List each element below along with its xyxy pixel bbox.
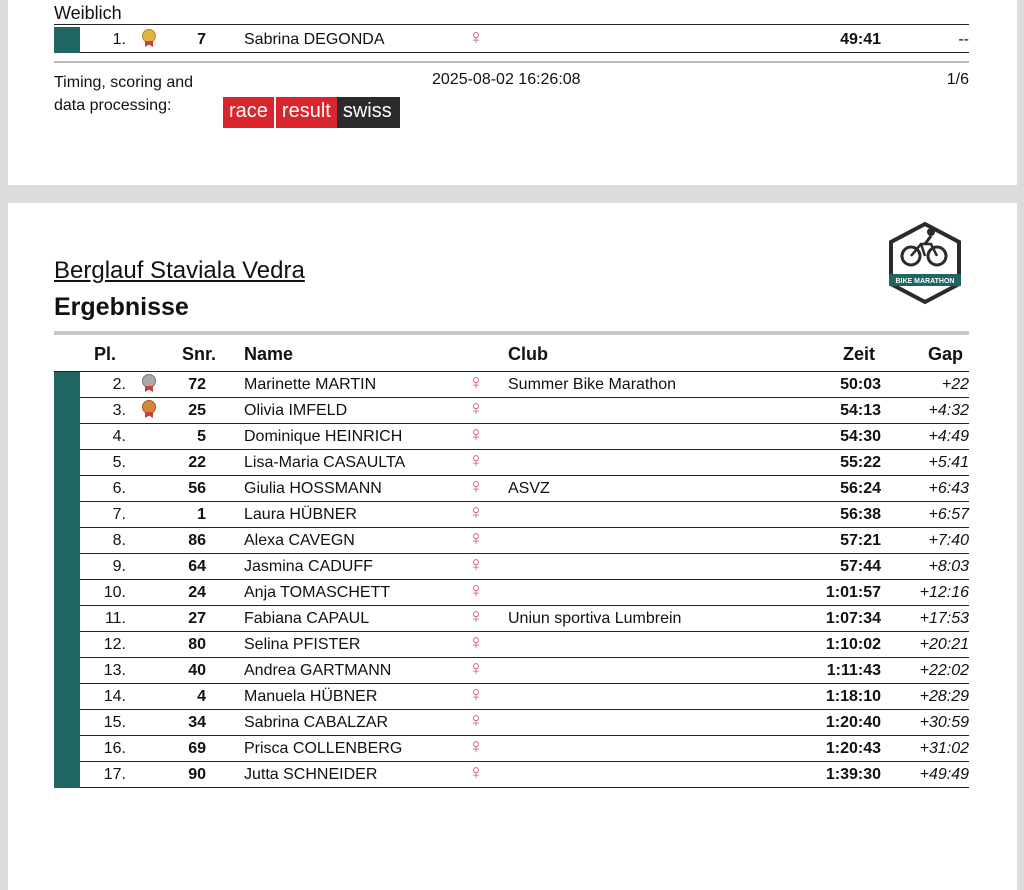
bib-number-cell: 22 xyxy=(188,454,206,471)
gap-cell: +5:41 xyxy=(928,454,969,471)
timing-label-line-2: data processing: xyxy=(54,97,172,114)
row-marker xyxy=(54,710,80,736)
section-label: Weiblich xyxy=(54,3,122,23)
name-cell: Dominique HEINRICH xyxy=(244,428,403,445)
name-cell: Sabrina CABALZAR xyxy=(244,714,389,731)
time-cell: 57:21 xyxy=(840,532,881,549)
column-header-club: Club xyxy=(508,344,548,364)
bib-number-cell: 25 xyxy=(188,402,206,419)
row-marker xyxy=(54,27,80,53)
gap-cell: +6:43 xyxy=(928,480,969,497)
table-row xyxy=(54,528,969,554)
time-cell: 49:41 xyxy=(840,31,881,48)
column-header-place: Pl. xyxy=(94,344,117,364)
table-row xyxy=(54,762,969,788)
name-cell: Laura HÜBNER xyxy=(244,506,357,523)
time-cell: 1:39:30 xyxy=(825,766,881,783)
time-cell: 1:10:02 xyxy=(825,636,881,653)
bike-marathon-logo xyxy=(885,218,965,308)
bib-number-cell: 72 xyxy=(188,376,206,393)
time-cell: 1:20:43 xyxy=(825,740,881,757)
place-cell: 6. xyxy=(112,480,126,497)
gap-cell: +22 xyxy=(941,376,969,393)
table-row xyxy=(54,372,969,398)
table-row xyxy=(54,476,969,502)
row-marker xyxy=(54,684,80,710)
timing-label xyxy=(54,71,193,117)
gap-cell: +31:02 xyxy=(919,740,969,757)
name-cell: Giulia HOSSMANN xyxy=(244,480,382,497)
female-icon: ♀ xyxy=(468,397,484,420)
bib-number-cell: 69 xyxy=(188,740,206,757)
table-row xyxy=(54,27,969,53)
time-cell: 1:01:57 xyxy=(825,584,881,601)
gap-cell: +4:49 xyxy=(928,428,969,445)
female-icon: ♀ xyxy=(468,579,484,602)
name-cell: Olivia IMFELD xyxy=(244,402,348,419)
bib-number-cell: 24 xyxy=(188,584,206,601)
gap-cell: +8:03 xyxy=(928,558,969,575)
place-cell: 17. xyxy=(103,766,126,783)
divider xyxy=(54,24,969,25)
name-cell: Sabrina DEGONDA xyxy=(244,31,385,48)
gap-cell: +28:29 xyxy=(919,688,969,705)
place-cell: 8. xyxy=(112,532,126,549)
bib-number-cell: 90 xyxy=(188,766,206,783)
time-cell: 54:13 xyxy=(840,402,881,419)
female-icon: ♀ xyxy=(468,527,484,550)
time-cell: 56:24 xyxy=(840,480,881,497)
place-cell: 5. xyxy=(112,454,126,471)
row-marker xyxy=(54,606,80,632)
results-page-2 xyxy=(8,203,1017,890)
row-marker xyxy=(54,450,80,476)
table-row xyxy=(54,684,969,710)
bib-number-cell: 5 xyxy=(197,428,206,445)
table-row xyxy=(54,424,969,450)
place-cell: 10. xyxy=(103,584,126,601)
timestamp: 2025-08-02 16:26:08 xyxy=(432,71,581,88)
column-header-gap: Gap xyxy=(928,344,964,364)
timing-label-line-1: Timing, scoring and xyxy=(54,74,194,91)
time-cell: 1:07:34 xyxy=(825,610,881,627)
gold-medal-icon xyxy=(142,29,156,48)
table-row xyxy=(54,606,969,632)
club-cell: ASVZ xyxy=(508,480,550,497)
time-cell: 57:44 xyxy=(840,558,881,575)
logo-part-swiss: swiss xyxy=(337,97,400,128)
place-cell: 13. xyxy=(103,662,126,679)
column-header-name: Name xyxy=(244,344,294,364)
female-icon: ♀ xyxy=(468,709,484,732)
place-cell: 12. xyxy=(103,636,126,653)
logo-part-result: result xyxy=(274,97,337,128)
name-cell: Prisca COLLENBERG xyxy=(244,740,403,757)
silver-medal-icon xyxy=(142,374,156,393)
gap-cell: +20:21 xyxy=(919,636,969,653)
gap-cell: +30:59 xyxy=(919,714,969,731)
name-cell: Selina PFISTER xyxy=(244,636,361,653)
place-cell: 2. xyxy=(112,376,126,393)
place-cell: 15. xyxy=(103,714,126,731)
table-row xyxy=(54,554,969,580)
results-table-page-2 xyxy=(54,372,969,788)
name-cell: Anja TOMASCHETT xyxy=(244,584,391,601)
bib-number-cell: 64 xyxy=(188,558,206,575)
table-row xyxy=(54,398,969,424)
female-icon: ♀ xyxy=(468,449,484,472)
row-marker xyxy=(54,398,80,424)
club-cell: Uniun sportiva Lumbrein xyxy=(508,610,682,627)
female-icon: ♀ xyxy=(468,735,484,758)
row-marker xyxy=(54,554,80,580)
place-cell: 16. xyxy=(103,740,126,757)
row-marker xyxy=(54,632,80,658)
gap-cell: +17:53 xyxy=(919,610,969,627)
name-cell: Andrea GARTMANN xyxy=(244,662,392,679)
table-row xyxy=(54,710,969,736)
row-marker xyxy=(54,762,80,788)
female-icon: ♀ xyxy=(468,683,484,706)
time-cell: 54:30 xyxy=(840,428,881,445)
table-row xyxy=(54,658,969,684)
results-page-1 xyxy=(8,0,1017,185)
bib-number-cell: 80 xyxy=(188,636,206,653)
event-title: Berglauf Staviala Vedra xyxy=(54,257,305,284)
place-cell: 14. xyxy=(103,688,126,705)
female-icon: ♀ xyxy=(468,553,484,576)
gap-cell: -- xyxy=(958,31,969,48)
column-header-bib: Snr. xyxy=(182,344,217,364)
row-marker xyxy=(54,372,80,398)
bib-number-cell: 7 xyxy=(197,31,206,48)
bib-number-cell: 86 xyxy=(188,532,206,549)
row-marker xyxy=(54,580,80,606)
bib-number-cell: 56 xyxy=(188,480,206,497)
gap-cell: +6:57 xyxy=(928,506,969,523)
club-cell: Summer Bike Marathon xyxy=(508,376,677,393)
female-icon: ♀ xyxy=(468,631,484,654)
time-cell: 1:11:43 xyxy=(826,662,881,679)
time-cell: 50:03 xyxy=(840,376,881,393)
time-cell: 1:18:10 xyxy=(825,688,881,705)
page-title: Ergebnisse xyxy=(54,293,189,321)
name-cell: Jasmina CADUFF xyxy=(244,558,373,575)
name-cell: Fabiana CAPAUL xyxy=(244,610,370,627)
row-marker xyxy=(54,736,80,762)
table-row xyxy=(54,632,969,658)
female-icon: ♀ xyxy=(468,605,484,628)
place-cell: 3. xyxy=(112,402,126,419)
column-header-time: Zeit xyxy=(843,344,876,364)
place-cell: 1. xyxy=(112,31,126,48)
name-cell: Manuela HÜBNER xyxy=(244,688,378,705)
bib-number-cell: 27 xyxy=(188,610,206,627)
gap-cell: +4:32 xyxy=(928,402,969,419)
row-marker xyxy=(54,658,80,684)
female-icon: ♀ xyxy=(468,475,484,498)
bib-number-cell: 4 xyxy=(197,688,206,705)
bib-number-cell: 1 xyxy=(197,506,206,523)
female-icon: ♀ xyxy=(468,26,484,49)
place-cell: 7. xyxy=(112,506,126,523)
row-marker xyxy=(54,424,80,450)
female-icon: ♀ xyxy=(468,761,484,784)
time-cell: 1:20:40 xyxy=(825,714,881,731)
logo-part-race: race xyxy=(223,97,274,128)
table-header xyxy=(54,344,969,368)
bronze-medal-icon xyxy=(142,400,156,419)
logo-text: BIKE MARATHON xyxy=(895,278,955,285)
row-marker xyxy=(54,476,80,502)
name-cell: Marinette MARTIN xyxy=(244,376,377,393)
female-icon: ♀ xyxy=(468,423,484,446)
place-cell: 9. xyxy=(112,558,126,575)
table-row xyxy=(54,736,969,762)
name-cell: Alexa CAVEGN xyxy=(244,532,355,549)
female-icon: ♀ xyxy=(468,371,484,394)
name-cell: Lisa-Maria CASAULTA xyxy=(244,454,406,471)
female-icon: ♀ xyxy=(468,501,484,524)
race-result-logo xyxy=(223,97,400,128)
divider xyxy=(54,61,969,63)
gap-cell: +49:49 xyxy=(919,766,969,783)
place-cell: 11. xyxy=(104,610,126,627)
time-cell: 56:38 xyxy=(840,506,881,523)
table-row xyxy=(54,580,969,606)
gap-cell: +22:02 xyxy=(919,662,969,679)
page-number: 1/6 xyxy=(946,71,969,88)
gap-cell: +7:40 xyxy=(928,532,969,549)
row-marker xyxy=(54,502,80,528)
results-table-page-1 xyxy=(54,27,969,53)
place-cell: 4. xyxy=(112,428,126,445)
gap-cell: +12:16 xyxy=(919,584,969,601)
female-icon: ♀ xyxy=(468,657,484,680)
time-cell: 55:22 xyxy=(840,454,881,471)
row-marker xyxy=(54,528,80,554)
name-cell: Jutta SCHNEIDER xyxy=(244,766,378,783)
table-row xyxy=(54,502,969,528)
bib-number-cell: 34 xyxy=(188,714,206,731)
divider xyxy=(54,331,969,335)
bib-number-cell: 40 xyxy=(188,662,206,679)
table-row xyxy=(54,450,969,476)
